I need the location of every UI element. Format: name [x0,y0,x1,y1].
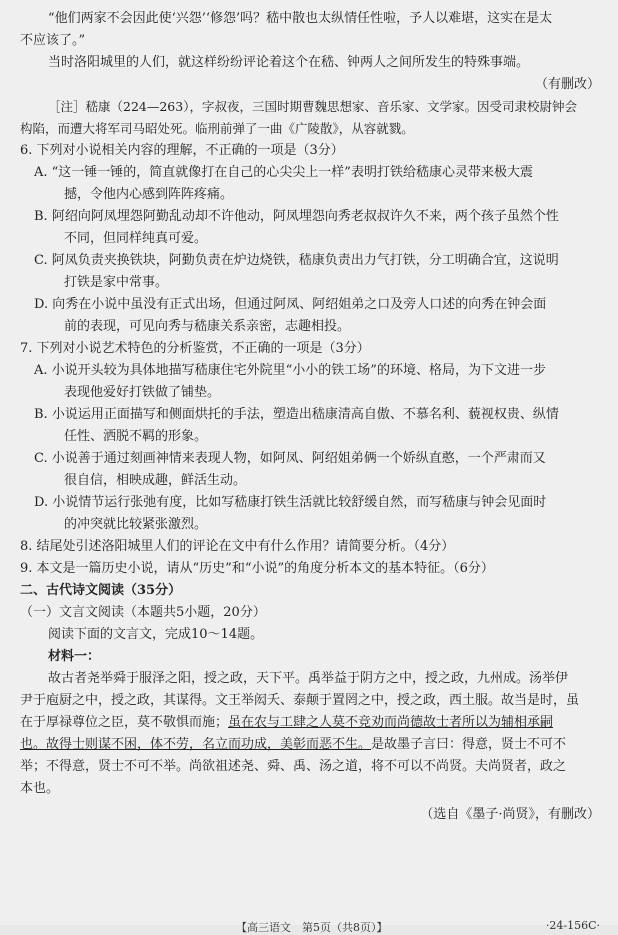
section-title: 二、古代诗文阅读（35分） [20,583,182,598]
annotation-note: 构陷，而遭大将军司马昭处死。临刑前弹了一曲《广陵散》，从容就戮。 [20,121,414,136]
classical-text-line: 故古者尧举舜于服泽之阳，授之政，天下平。禹举益于阴方之中，授之政，九州成。汤举伊 [48,671,569,686]
text-segment: 在于厚禄尊位之臣，莫不敬惧而施； [20,715,229,730]
option-b: B. 小说运用正面描写和侧面烘托的手法，塑造出嵇康清高自傲、不慕名利、藐视权贵、纵情 [34,407,559,422]
story-line: 不应该了。” [20,33,86,48]
option-a: A. “这一锤一锤的，简直就像打在自己的心尖尖上一样”表明打铁给嵇康心灵带来极大震 [34,165,533,180]
annotation-note: ［注］嵇康（224—263），字叔夜，三国时期曹魏思想家、音乐家、文学家。因受司隶校尉钟会 [48,99,577,114]
classical-text-line: 本也。 [20,781,60,796]
classical-text-line: 举；不得意，贤士不可不举。尚欲祖述尧、舜、禹、汤之道，将不可以不尚贤。夫尚贤者，政之 [20,759,567,774]
source-note: （选自《墨子·尚贤》，有删改） [420,807,600,822]
question-9: 9. 本文是一篇历史小说，请从“历史”和“小说”的角度分析本文的基本特征。（6分） [20,561,494,576]
underlined-segment: 故得士则谋不困，体不劳，名立而功成，美彰而恶不生。 [46,737,372,752]
option-c: C. 阿凤负责夹换铁块，阿勤负责在炉边烧铁，嵇康负责出力气打铁，分工明确合宜，这说明 [34,253,559,268]
material-label: 材料一： [48,649,101,664]
subsection-title: （一）文言文阅读（本题共5小题，20分） [20,605,266,620]
option-c-cont: 打铁是家中常事。 [64,275,169,290]
underlined-segment: 也。 [20,737,47,752]
option-a: A. 小说开头较为具体地描写嵇康住宅外院里“小小的铁工场”的环境、格局，为下文进一步 [34,363,546,378]
instruction: 阅读下面的文言文，完成10～14题。 [48,627,264,642]
option-d-cont: 的冲突就比较紧张激烈。 [64,517,208,532]
classical-text-line [20,712,600,734]
text-segment: 是故墨子言曰：得意，贤士不可不 [371,737,567,752]
question-7-stem: 7. 下列对小说艺术特色的分析鉴赏，不正确的一项是（3分） [20,341,370,356]
source-note: （有删改） [534,77,600,92]
option-d: D. 向秀在小说中虽没有正式出场，但通过阿凤、阿绍姐弟之口及旁人口述的向秀在钟会面 [34,297,547,312]
underlined-segment: 虽在农与工肆之人莫不竞劝而尚德故士者所以为辅相承嗣 [228,715,554,730]
classical-text-line: 尹于庖厨之中，授之政，其谋得。文王举闳夭、泰颠于置罔之中，授之政，西土服。故当是时，虽 [20,693,580,708]
classical-text-line [20,734,600,756]
question-6-stem: 6. 下列对小说相关内容的理解，不正确的一项是（3分） [20,143,344,158]
footer-page-info: 【高三语文 第5页（共8页）】 [236,921,388,934]
option-c-cont: 很自信，相映成趣，鲜活生动。 [64,473,247,488]
option-d: D. 小说情节运行张弛有度，比如写嵇康打铁生活就比较舒缓自然，而写嵇康与钟会见面时 [34,495,547,510]
option-a-cont: 撼，令他内心感到阵阵疼痛。 [64,187,234,202]
option-c: C. 小说善于通过刻画神情来表现人物，如阿凤、阿绍姐弟俩一个娇纵直憨，一个严肃而又 [34,451,546,466]
footer-code: ·24-156C· [545,919,600,932]
option-b: B. 阿绍向阿凤埋怨阿勤乱动却不许他动，阿凤埋怨向秀老叔叔许久不来，两个孩子虽然个性 [34,209,559,224]
option-a-cont: 表现他爱好打铁做了铺垫。 [64,385,221,400]
story-line: 当时洛阳城里的人们，就这样纷纷评论着这个在嵇、钟两人之间所发生的特殊事端。 [48,55,530,70]
option-d-cont: 前的表现，可见向秀与嵇康关系亲密，志趣相投。 [64,319,351,334]
story-line: “他们两家不会因此使‘兴怨’‘修怨’吗？嵇中散也太纵情任性啦，予人以难堪，这实在是太 [48,11,553,26]
option-b-cont: 不同，但同样纯真可爱。 [64,231,208,246]
question-8: 8. 结尾处引述洛阳城里人们的评论在文中有什么作用？请简要分析。（4分） [20,539,455,554]
option-b-cont: 任性、洒脱不羁的形象。 [64,429,208,444]
